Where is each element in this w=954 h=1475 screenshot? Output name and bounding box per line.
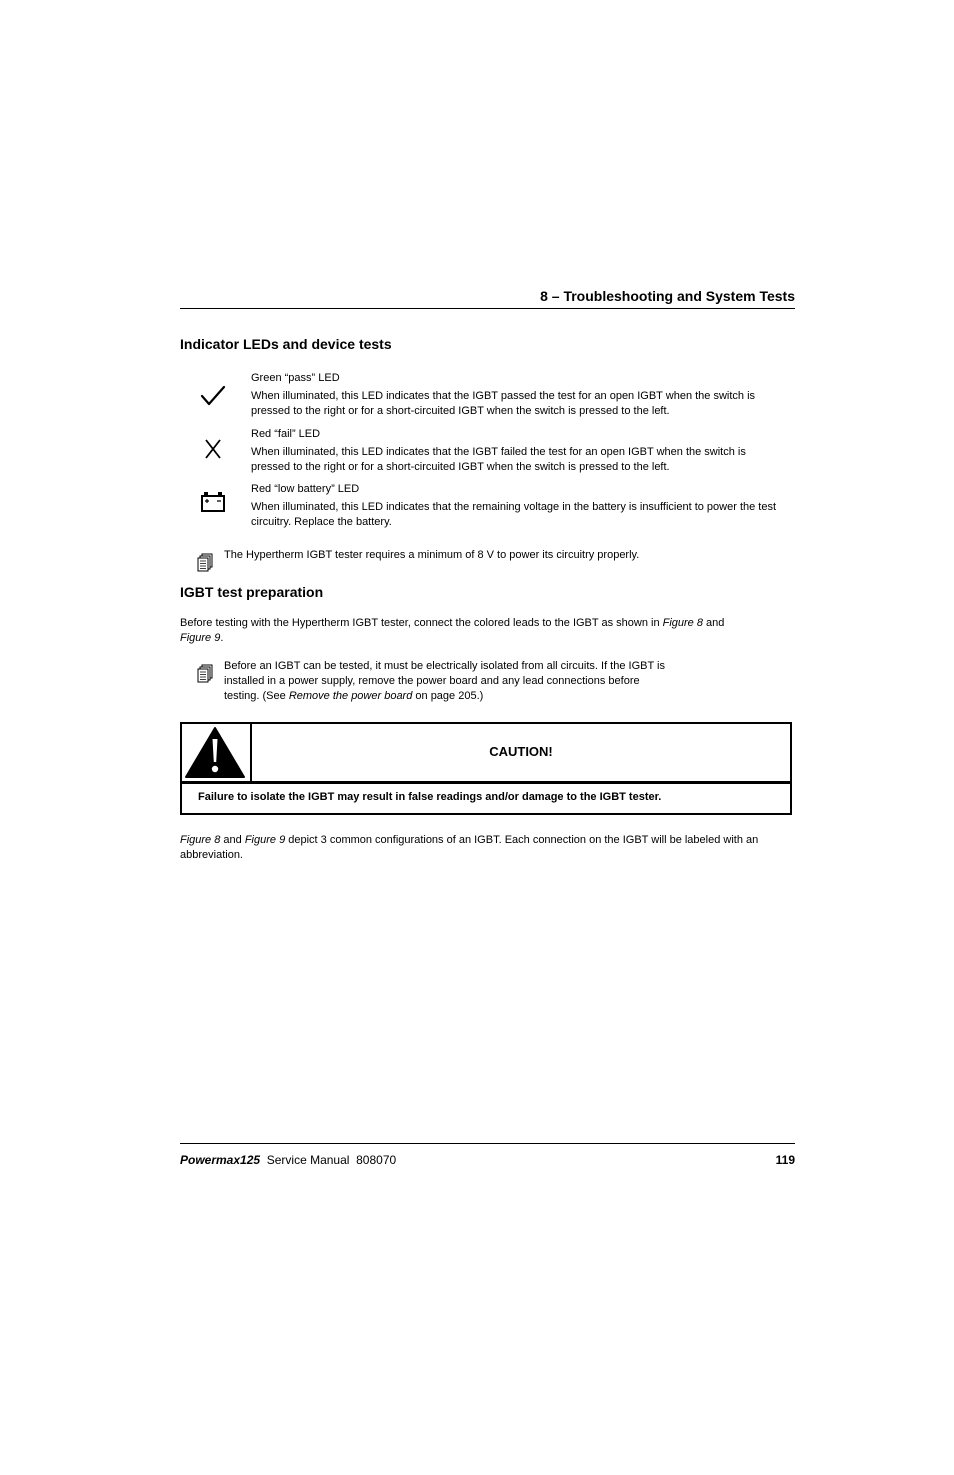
footer-product-name: Powermax125	[180, 1153, 261, 1167]
battery-icon	[200, 491, 226, 513]
prep-intro-and: and	[702, 617, 725, 629]
prep-intro-paragraph	[180, 616, 780, 646]
note-text-minimum-voltage: The Hypertherm IGBT tester requires a minimum of 8 V to power its circuitry properly.	[224, 549, 640, 561]
caution-message: Failure to isolate the IGBT may result in false readings and/or damage to the IGBT tester.	[198, 791, 662, 803]
led-item-fail	[251, 427, 786, 475]
caution-box	[180, 722, 792, 815]
footer-rule	[180, 1143, 795, 1144]
note-icon	[196, 664, 214, 684]
section-heading-indicator-leds: Indicator LEDs and device tests	[180, 336, 392, 352]
figure-9-reference: Figure 9	[180, 632, 221, 644]
caution-icon-cell	[182, 724, 252, 781]
footer-manual-info	[180, 1153, 396, 1167]
led-description: When illuminated, this LED indicates that the remaining voltage in the battery is insufficient to power the test circuitry. Replace the battery.	[251, 501, 777, 528]
figure-8-reference: Figure 8	[662, 617, 703, 629]
prep-intro-end: .	[220, 632, 224, 644]
figure-8-reference: Figure 8	[180, 834, 221, 846]
prep-intro-text: Before testing with the Hypertherm IGBT tester, connect the colored leads to the IGBT as shown in	[180, 617, 663, 629]
caution-header-row	[182, 724, 790, 784]
led-label: Green “pass” LED	[251, 372, 340, 384]
figure-9-reference: Figure 9	[244, 834, 286, 846]
header-rule	[180, 308, 795, 309]
note-icon	[196, 553, 214, 573]
led-item-pass	[251, 371, 786, 419]
led-description: When illuminated, this LED indicates that the IGBT failed the test for an open IGBT when the switch is pressed to the right or for a short-circuited IGBT when the switch is pressed to the left.	[251, 446, 746, 473]
note-text-isolation	[224, 659, 674, 704]
closing-and: and	[220, 834, 245, 846]
footer-manual-title: Service Manual	[266, 1153, 350, 1167]
section-heading-igbt-prep: IGBT test preparation	[180, 584, 324, 600]
closing-paragraph	[180, 833, 795, 863]
led-label: Red “low battery” LED	[251, 483, 360, 495]
remove-power-board-reference: Remove the power board	[288, 690, 413, 702]
footer-part-number: 808070	[356, 1153, 397, 1167]
led-item-low-battery	[251, 482, 786, 530]
led-label: Red “fail” LED	[251, 428, 321, 440]
note-isolation-text: Before an IGBT can be tested, it must be electrically isolated from all circuits. If the IGBT is installed in a power supply, remove the power board and any lead connections before testing. (See	[224, 660, 665, 702]
chapter-header: 8 – Troubleshooting and System Tests	[540, 288, 795, 304]
x-icon	[204, 439, 222, 459]
note-isolation-end: on page 205.)	[412, 690, 484, 702]
page-number: 119	[775, 1153, 795, 1167]
caution-title: CAUTION!	[489, 744, 553, 759]
warning-triangle-icon	[182, 724, 248, 781]
led-description: When illuminated, this LED indicates that the IGBT passed the test for an open IGBT when the switch is pressed to the right or for a short-circuited IGBT when the switch is pressed to the left.	[251, 390, 756, 417]
checkmark-icon	[200, 385, 226, 407]
closing-text: depict 3 common configurations of an IGBT. Each connection on the IGBT will be labeled with an abbreviation.	[180, 834, 759, 861]
